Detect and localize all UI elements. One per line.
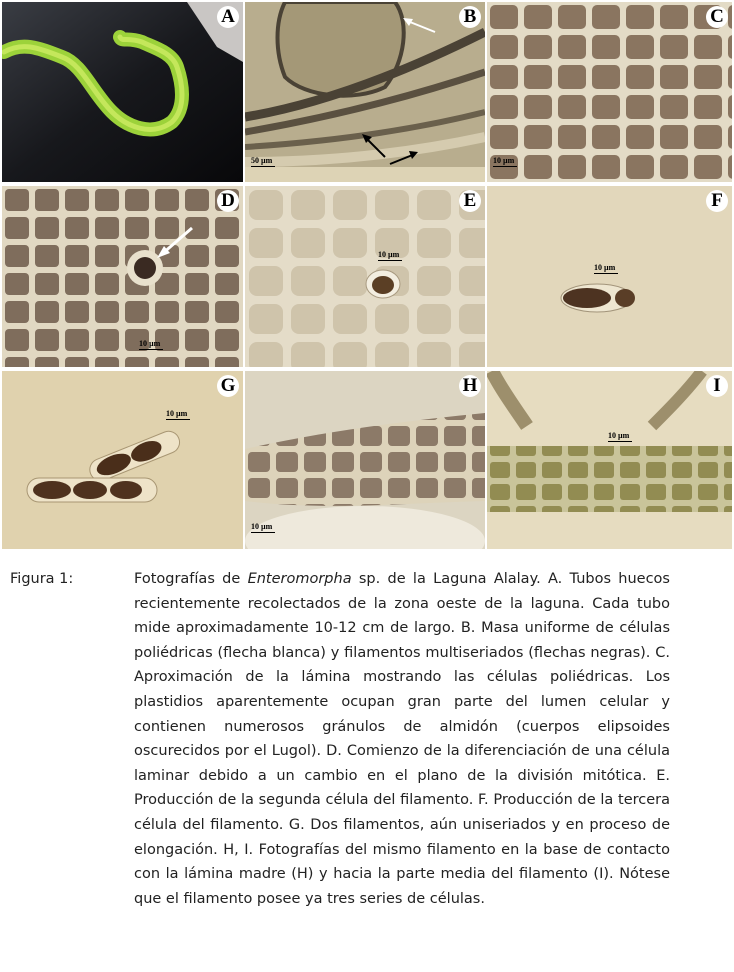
panel-g-photo	[2, 371, 243, 549]
panel-a-label: A	[217, 6, 239, 28]
panel-c	[487, 2, 732, 182]
panel-i	[487, 371, 732, 549]
panel-h-photo	[245, 371, 485, 549]
caption-intro-suffix: sp. de la Laguna Alalay.	[351, 571, 548, 587]
panel-h	[245, 371, 485, 549]
panel-d-scale-bar: 10 µm	[139, 339, 163, 350]
panel-b	[245, 2, 485, 182]
panel-g	[2, 371, 243, 549]
panel-e-label: E	[459, 190, 481, 212]
panel-b-label: B	[459, 6, 481, 28]
panel-i-scale-bar: 10 µm	[608, 431, 632, 442]
panel-g-label: G	[217, 375, 239, 397]
panel-e	[245, 186, 485, 367]
caption-text	[134, 567, 670, 911]
panel-f-photo	[487, 186, 732, 367]
panel-a	[2, 2, 243, 182]
panel-d-photo	[2, 186, 243, 367]
panel-e-photo	[245, 186, 485, 367]
panel-h-scale-bar: 10 µm	[251, 522, 275, 533]
panel-c-label: C	[706, 6, 728, 28]
caption-body: A. Tubos huecos recientemente recolectados de la zona oeste de la laguna. Cada tubo mide aproximadamente 10-12 cm de largo. B. Masa uniforme de células poliédricas (flecha blanca) y filamentos multiseriados (flechas negras). C. Aproximación de la lámina mostrando las células poliédricas. Los plastidios aparentemente ocupan gran parte del lumen celular y contienen numerosos gránulos de almidón (cuerpos elipsoides oscurecidos por el Lugol). D. Comienzo de la diferenciación de una célula laminar debido a un cambio en el plano de la división mitótica. E. Producción de la segunda célula del filamento. F. Producción de la tercera célula del filamento. G. Dos filamentos, aún uniseriados y en proceso de elongación. H, I. Fotografías del mismo filamento en la base de contacto con la lámina madre (H) y hacia la parte media del filamento (I). Nótese que el filamento posee ya tres series de células.	[134, 571, 670, 907]
panel-f-label: F	[706, 190, 728, 212]
panel-c-photo	[487, 2, 732, 182]
caption-intro-prefix: Fotografías de	[134, 571, 248, 587]
panel-h-label: H	[459, 375, 481, 397]
panel-a-photo	[2, 2, 243, 182]
panel-b-scale-bar: 50 µm	[251, 156, 275, 167]
panel-d-label: D	[217, 190, 239, 212]
panel-b-photo	[245, 2, 485, 182]
panel-f	[487, 186, 732, 367]
panel-g-scale-bar: 10 µm	[166, 409, 190, 420]
panel-e-scale-bar: 10 µm	[378, 250, 402, 261]
figure-caption	[10, 567, 670, 911]
panel-i-label: I	[706, 375, 728, 397]
caption-genus: Enteromorpha	[247, 571, 352, 587]
panel-f-scale-bar: 10 µm	[594, 263, 618, 274]
panel-i-photo	[487, 371, 732, 549]
panel-c-scale-bar: 10 µm	[493, 156, 517, 167]
figure-label: Figura 1:	[10, 571, 74, 587]
panel-d	[2, 186, 243, 367]
